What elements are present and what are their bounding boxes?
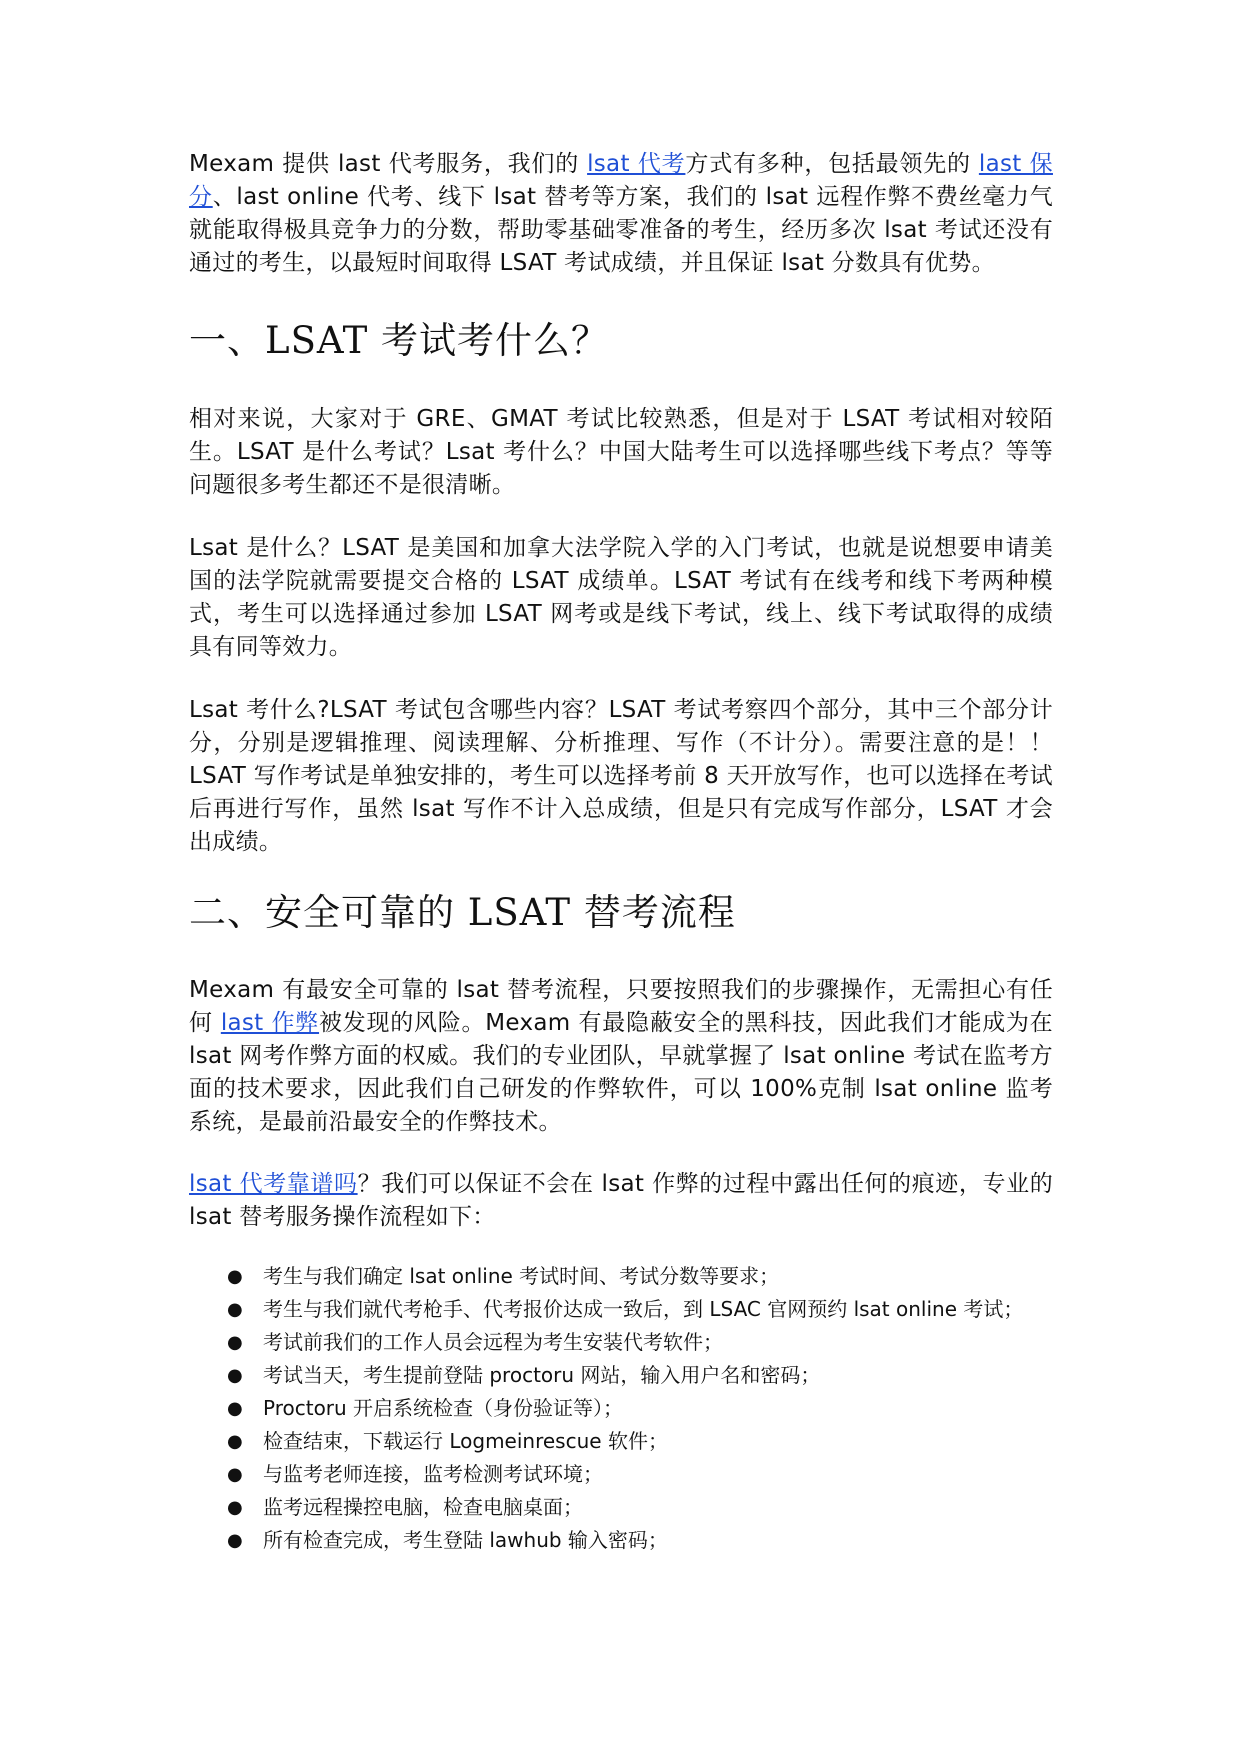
list-item (189, 1293, 1069, 1326)
list-item (189, 1392, 1069, 1425)
list-item (189, 1359, 1069, 1392)
section-2-paragraph-1 (189, 974, 1053, 1139)
section-1-heading: 一、LSAT 考试考什么？ (189, 319, 610, 362)
bullet-icon: ● (227, 1530, 243, 1551)
lsat-proxy-reliable-link[interactable]: lsat 代考靠谱吗 (189, 1171, 358, 1197)
bullet-icon: ● (227, 1266, 243, 1287)
list-item-text: 考试当天，考生提前登陆 proctoru 网站，输入用户名和密码； (263, 1363, 821, 1387)
lsat-proxy-exam-link[interactable]: lsat 代考 (587, 151, 686, 177)
bullet-icon: ● (227, 1398, 243, 1419)
list-item-text: 考生与我们就代考枪手、代考报价达成一致后，到 LSAC 官网预约 lsat online 考试； (263, 1297, 1024, 1321)
bullet-icon: ● (227, 1365, 243, 1386)
section-1-paragraph-2: Lsat 是什么？LSAT 是美国和加拿大法学院入学的入门考试，也就是说想要申请美国的法学院就需要提交合格的 LSAT 成绩单。LSAT 考试有在线考和线下考两种模式，考生可以选择通过参加 LSAT 网考或是线下考试，线上、线下考试取得的成绩具有同等效力。 (189, 535, 1053, 660)
list-item-text: 所有检查完成，考生登陆 lawhub 输入密码； (263, 1528, 668, 1552)
bullet-icon: ● (227, 1497, 243, 1518)
list-item-text: 考生与我们确定 lsat online 考试时间、考试分数等要求； (263, 1264, 780, 1288)
procedure-steps-list (189, 1260, 1069, 1557)
list-item (189, 1326, 1069, 1359)
list-item-text: 考试前我们的工作人员会远程为考生安装代考软件； (263, 1330, 723, 1354)
section-2-text-2b: ？我们可以保证不会在 lsat 作弊的过程中露出任何的痕迹，专业的 lsat 替考服务操作流程如下： (189, 1171, 1054, 1230)
list-item-text: 与监考老师连接，监考检测考试环境； (263, 1462, 603, 1486)
intro-paragraph (189, 148, 1053, 280)
intro-text-3: 、last online 代考、线下 lsat 替考等方案，我们的 lsat 远程作弊不费丝毫力气就能取得极具竞争力的分数，帮助零基础零准备的考生，经历多次 lsat 考试还没有通过的考生，以最短时间取得 LSAT 考试成绩，并且保证 lsat 分数具有优势。 (189, 184, 1053, 276)
section-2-paragraph-2 (189, 1168, 1053, 1234)
last-cheating-link[interactable]: last 作弊 (220, 1010, 320, 1036)
list-item (189, 1458, 1069, 1491)
list-item-text: Proctoru 开启系统检查（身份验证等）； (263, 1396, 624, 1420)
section-1-paragraph-3: Lsat 考什么?LSAT 考试包含哪些内容？LSAT 考试考察四个部分，其中三个部分计分，分别是逻辑推理、阅读理解、分析推理、写作（不计分）。需要注意的是！！LSAT 写作考试是单独安排的，考生可以选择考前 8 天开放写作，也可以选择在考试后再进行写作，虽然 lsat 写作不计入总成绩，但是只有完成写作部分，LSAT 才会出成绩。 (189, 697, 1053, 855)
bullet-icon: ● (227, 1332, 243, 1353)
list-item (189, 1491, 1069, 1524)
list-item-text: 监考远程操控电脑，检查电脑桌面； (263, 1495, 583, 1519)
list-item (189, 1425, 1069, 1458)
intro-text-2: 方式有多种，包括最领先的 (685, 151, 979, 177)
last-guaranteed-score-link[interactable]: last 保分 (189, 151, 1053, 210)
section-1-paragraph-1: 相对来说，大家对于 GRE、GMAT 考试比较熟悉，但是对于 LSAT 考试相对较陌生。LSAT 是什么考试？Lsat 考什么？中国大陆考生可以选择哪些线下考点？等等问题很多考生都还不是很清晰。 (189, 406, 1053, 498)
section-2-heading: 二、安全可靠的 LSAT 替考流程 (189, 891, 736, 934)
section-2-text-1b: 被发现的风险。Mexam 有最隐蔽安全的黑科技，因此我们才能成为在 lsat 网考作弊方面的权威。我们的专业团队，早就掌握了 lsat online 考试在监考方面的技术要求，因此我们自己研发的作弊软件，可以 100%克制 lsat online 监考系统，是最前沿最安全的作弊技术。 (189, 1010, 1053, 1135)
bullet-icon: ● (227, 1299, 243, 1320)
bullet-icon: ● (227, 1431, 243, 1452)
list-item (189, 1260, 1069, 1293)
list-item (189, 1524, 1069, 1557)
intro-text-1: Mexam 提供 last 代考服务，我们的 (189, 151, 588, 177)
bullet-icon: ● (227, 1464, 243, 1485)
section-2-text-1a: Mexam 有最安全可靠的 lsat 替考流程，只要按照我们的步骤操作，无需担心有任何 (189, 977, 1053, 1036)
list-item-text: 检查结束，下载运行 Logmeinrescue 软件； (263, 1429, 668, 1453)
